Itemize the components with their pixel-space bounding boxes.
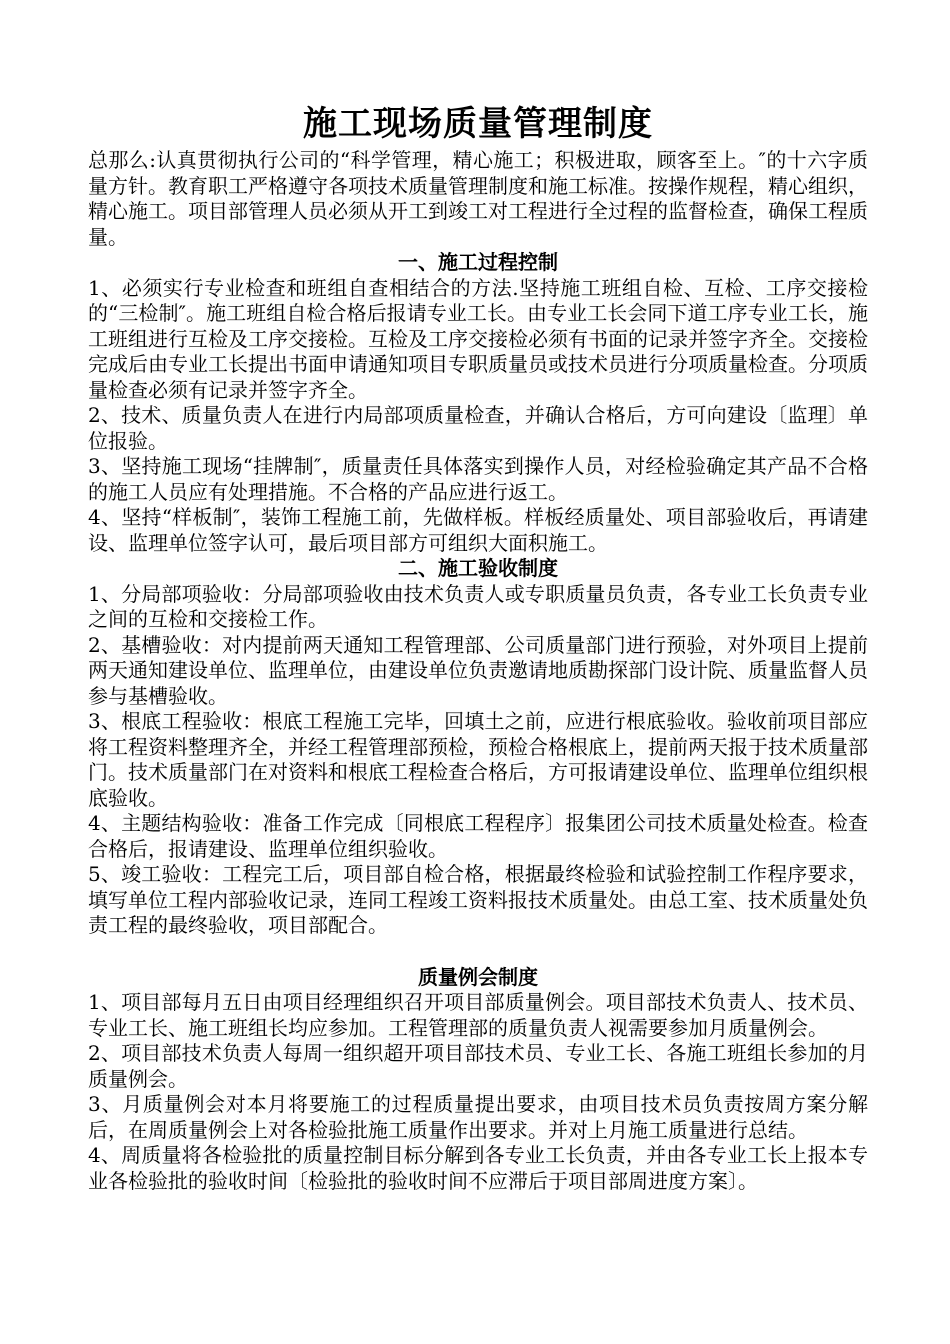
section-heading-process-control: 一、施工过程控制: [398, 250, 558, 274]
list-item: 1、项目部每月五日由项目经理组织召开项目部质量例会。项目部技术负责人、技术员、专业工长、施工班组长均应参加。工程管理部的质量负责人视需要参加月质量例会。: [88, 990, 868, 1040]
page-title: 施工现场质量管理制度: [303, 104, 653, 144]
spacer: [88, 939, 868, 965]
list-item: 1、必须实行专业检查和班组自查相结合的方法.坚持施工班组自检、互检、工序交接检的“三检制″。施工班组自检合格后报请专业工长。由专业工长会同下道工序专业工长，施工班组进行互检及工序交接检。互检及工序交接检必须有书面的记录并签字齐全。交接检完成后由专业工长提出书面申请通知项目专职质量员或技术员进行分项质量检查。分项质量检查必须有记录并签字齐全。: [88, 275, 868, 402]
list-item: 2、项目部技术负责人每周一组织超开项目部技术员、专业工长、各施工班组长参加的月质量例会。: [88, 1041, 868, 1091]
section-heading-acceptance: 二、施工验收制度: [398, 556, 558, 580]
list-item: 1、分局部项验收：分局部项验收由技术负责人或专职质量员负责，各专业工长负责专业之间的互检和交接检工作。: [88, 581, 868, 631]
list-item: 2、基槽验收：对内提前两天通知工程管理部、公司质量部门进行预验，对外项目上提前两天通知建设单位、监理单位，由建设单位负责邀请地质勘探部门设计院、质量监督人员参与基槽验收。: [88, 632, 868, 708]
list-item: 3、根底工程验收：根底工程施工完毕，回填土之前，应进行根底验收。验收前项目部应将工程资料整理齐全，并经工程管理部预检，预检合格根底上，提前两天报于技术质量部门。技术质量部门在对资料和根底工程检查合格后，方可报请建设单位、监理单位组织根底验收。: [88, 709, 868, 810]
list-item: 4、周质量将各检验批的质量控制目标分解到各专业工长负责，并由各专业工长上报本专业各检验批的验收时间〔检验批的验收时间不应滞后于项目部周进度方案〕。: [88, 1143, 868, 1193]
document-page: [88, 100, 868, 1194]
intro-paragraph: 总那么:认真贯彻执行公司的“科学管理，精心施工；积极进取，顾客至上。″的十六字质量方针。教育职工严格遵守各项技术质量管理制度和施工标准。按操作规程，精心组织，精心施工。项目部管理人员必须从开工到竣工对工程进行全过程的监督检查，确保工程质量。: [88, 148, 868, 249]
list-item: 3、坚持施工现场“挂牌制″，质量责任具体落实到操作人员，对经检验确定其产品不合格的施工人员应有处理措施。不合格的产品应进行返工。: [88, 454, 868, 504]
list-item: 4、坚持“样板制″，装饰工程施工前，先做样板。样板经质量处、项目部验收后，再请建设、监理单位签字认可，最后项目部方可组织大面积施工。: [88, 505, 868, 555]
list-item: 5、竣工验收：工程完工后，项目部自检合格，根据最终检验和试验控制工作程序要求，填写单位工程内部验收记录，连同工程竣工资料报技术质量处。由总工室、技术质量处负责工程的最终验收，项目部配合。: [88, 862, 868, 937]
list-item: 2、技术、质量负责人在进行内局部项质量检查，并确认合格后，方可向建设〔监理〕单位报验。: [88, 403, 868, 453]
list-item: 3、月质量例会对本月将要施工的过程质量提出要求，由项目技术员负责按周方案分解后，在周质量例会上对各检验批施工质量作出要求。并对上月施工质量进行总结。: [88, 1092, 868, 1142]
section-heading-quality-meeting: 质量例会制度: [418, 964, 538, 989]
list-item: 4、主题结构验收：准备工作完成〔同根底工程程序〕报集团公司技术质量处检查。检查合格后，报请建设、监理单位组织验收。: [88, 811, 868, 861]
